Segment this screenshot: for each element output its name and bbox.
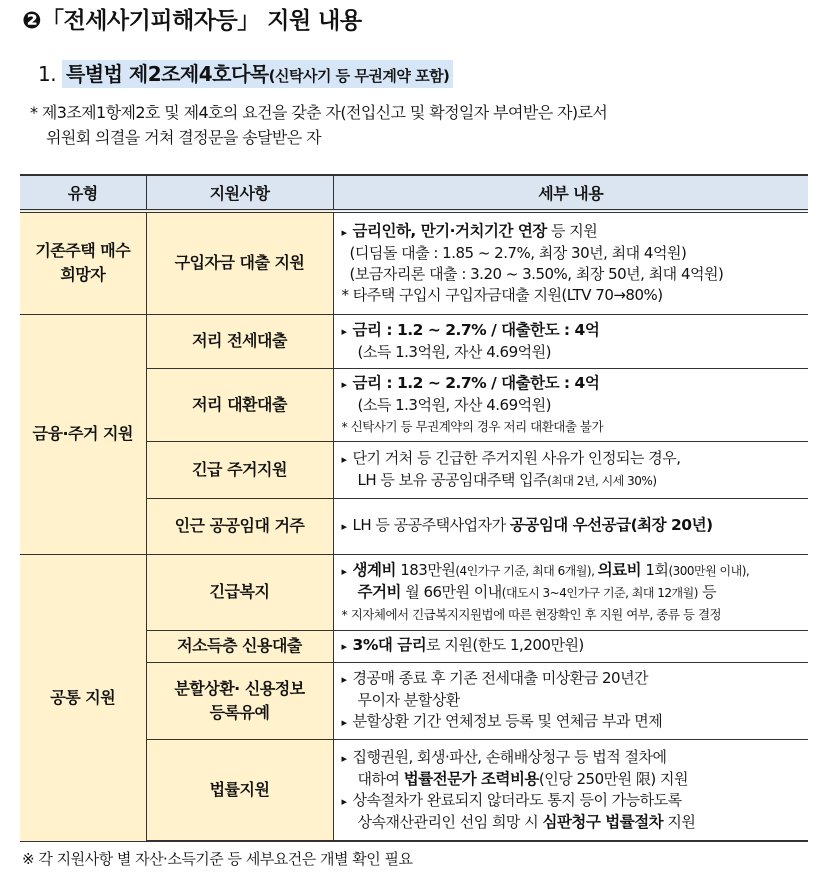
detail-text: (소득 1.3억원, 자산 4.69억원) [357, 342, 551, 361]
detail-line [342, 635, 805, 657]
detail-text: 경공매 종료 후 기존 전세대출 미상환금 20년간 [352, 669, 649, 687]
table-row [20, 314, 808, 368]
support-item-cell: 저리 대환대출 [146, 368, 333, 441]
detail-text: 생계비 [352, 560, 396, 579]
detail-text: (디딤돌 대출 : 1.85 ~ 2.7%, 최장 30년, 최대 4억원) [349, 243, 687, 262]
detail-cell [333, 314, 808, 368]
detail-text: 월 66만원 이내 [400, 582, 502, 601]
detail-text: 법률전문가 조력비용 [403, 769, 539, 788]
detail-line [342, 448, 805, 470]
eligibility-line-2: 위원회 의결을 거쳐 결정문을 송달받은 자 [46, 128, 321, 147]
detail-line [342, 221, 805, 243]
detail-line [342, 515, 805, 537]
detail-line [342, 711, 805, 733]
detail-text: (최대 2년, 시세 30%) [547, 473, 657, 488]
detail-line [342, 416, 805, 437]
support-item-cell: 구입자금 대출 지원 [146, 211, 333, 314]
detail-cell [333, 630, 808, 662]
support-item-cell: 인근 공공임대 거주 [146, 498, 333, 554]
type-cell: 공통 지원 [20, 554, 146, 841]
subsection-main: 특별법 제2조제4호다목 [65, 62, 269, 86]
detail-text: (4인가구 기준, 최대 6개월), [455, 563, 598, 578]
detail-line [342, 790, 805, 812]
detail-line [342, 342, 805, 363]
detail-text: LH 등 보유 공공임대주택 입주 [357, 470, 548, 489]
detail-line [342, 373, 805, 395]
detail-text: 상속재산관리인 선임 희망 시 [357, 812, 543, 831]
type-cell: 기존주택 매수 희망자 [20, 211, 146, 314]
detail-line [342, 812, 805, 833]
detail-line [342, 668, 805, 690]
section-title: ❷「전세사기피해자등」 지원 내용 [22, 8, 362, 34]
detail-text: 금리인하, 만기·거치기간 연장 [352, 221, 547, 240]
detail-line [342, 264, 805, 285]
support-table [20, 174, 808, 842]
header-detail: 세부 내용 [333, 175, 808, 211]
support-item-cell: 저소득층 신용대출 [146, 630, 333, 662]
detail-text: 무이자 분할상환 [357, 691, 460, 709]
detail-text: (소득 1.3억원, 자산 4.69억원) [357, 395, 551, 414]
detail-line [342, 395, 805, 416]
detail-cell [333, 498, 808, 554]
detail-line [342, 604, 805, 625]
detail-line [342, 285, 805, 306]
detail-line [342, 690, 805, 711]
detail-text: (300만원 이내), [668, 563, 750, 578]
detail-line [342, 243, 805, 264]
detail-cell [333, 554, 808, 630]
eligibility-line-1: * 제3조제1항제2호 및 제4호의 요건을 갖춘 자(전입신고 및 확정일자 부여받은 자)로서 [30, 103, 608, 122]
type-cell: 금융·주거 지원 [20, 314, 146, 554]
detail-text: 금리 : 1.2 ~ 2.7% / 대출한도 : 4억 [352, 320, 600, 339]
detail-text: 로 지원(한도 1,200만원) [426, 636, 584, 654]
detail-cell [333, 739, 808, 841]
detail-cell [333, 441, 808, 498]
detail-line [342, 470, 805, 492]
detail-text: * 타주택 구입시 구입자금대출 지원(LTV 70→80%) [341, 285, 663, 304]
detail-cell [333, 368, 808, 441]
detail-line [342, 320, 805, 342]
detail-text: 금리 : 1.2 ~ 2.7% / 대출한도 : 4억 [352, 373, 600, 392]
detail-text: 상속절차가 완료되지 않더라도 통지 등이 가능하도록 [352, 790, 682, 809]
detail-text: (보금자리론 대출 : 3.20 ~ 3.50%, 최장 50년, 최대 4억원) [349, 264, 724, 283]
detail-text: 지원 [663, 812, 696, 831]
eligibility-note [30, 100, 808, 150]
detail-text: 등 [697, 582, 717, 601]
detail-text: 등 지원 [546, 221, 598, 240]
table-row [20, 211, 808, 314]
subsection-highlight [62, 60, 453, 88]
table-row [20, 554, 808, 630]
detail-line [342, 582, 805, 604]
table-body [20, 211, 808, 841]
detail-line [342, 560, 805, 582]
header-type: 유형 [20, 175, 146, 211]
detail-line [342, 747, 805, 769]
table-header-row [20, 175, 808, 211]
detail-cell [333, 211, 808, 314]
detail-text: (인당 250만원 限) 지원 [538, 769, 688, 788]
detail-text: 주거비 [357, 582, 401, 601]
detail-text: 183만원 [395, 560, 456, 579]
detail-text: * 신탁사기 등 무권계약의 경우 저리 대환대출 불가 [341, 418, 604, 434]
detail-text: (대도시 3~4인가구 기준, 최대 12개월) [501, 585, 698, 600]
support-item-cell: 긴급복지 [146, 554, 333, 630]
detail-text: 단기 거처 등 긴급한 주거지원 사유가 인정되는 경우, [352, 448, 681, 467]
detail-text: 심판청구 법률절차 [542, 812, 664, 831]
support-item-cell: 긴급 주거지원 [146, 441, 333, 498]
footnote: ※ 각 지원사항 별 자산·소득기준 등 세부요건은 개별 확인 필요 [22, 850, 413, 868]
detail-text: 1회 [641, 560, 669, 579]
support-item-cell: 저리 전세대출 [146, 314, 333, 368]
subsection-heading [38, 60, 808, 90]
detail-line [342, 769, 805, 790]
detail-text: 분할상환 기간 연체정보 등록 및 연체금 부과 면제 [352, 712, 663, 730]
detail-text: 대하여 [357, 769, 404, 788]
detail-text: 집행권원, 회생·파산, 손해배상청구 등 법적 절차에 [352, 747, 667, 766]
subsection-paren: (신탁사기 등 무권계약 포함) [268, 67, 450, 85]
detail-text: 공공임대 우선공급(최장 20년) [509, 516, 713, 534]
detail-cell [333, 662, 808, 739]
detail-text: * 지자체에서 긴급복지지원법에 따른 현장확인 후 지원 여부, 종류 등 결정 [341, 606, 722, 622]
detail-text: LH 등 공공주택사업자가 [352, 516, 510, 534]
support-item-cell: 법률지원 [146, 739, 333, 841]
subsection-number: 1. [38, 62, 57, 86]
detail-text: 3%대 금리 [352, 636, 427, 654]
header-item: 지원사항 [146, 175, 333, 211]
detail-text: 의료비 [597, 560, 642, 579]
support-item-cell: 분할상환· 신용정보 등록유예 [146, 662, 333, 739]
